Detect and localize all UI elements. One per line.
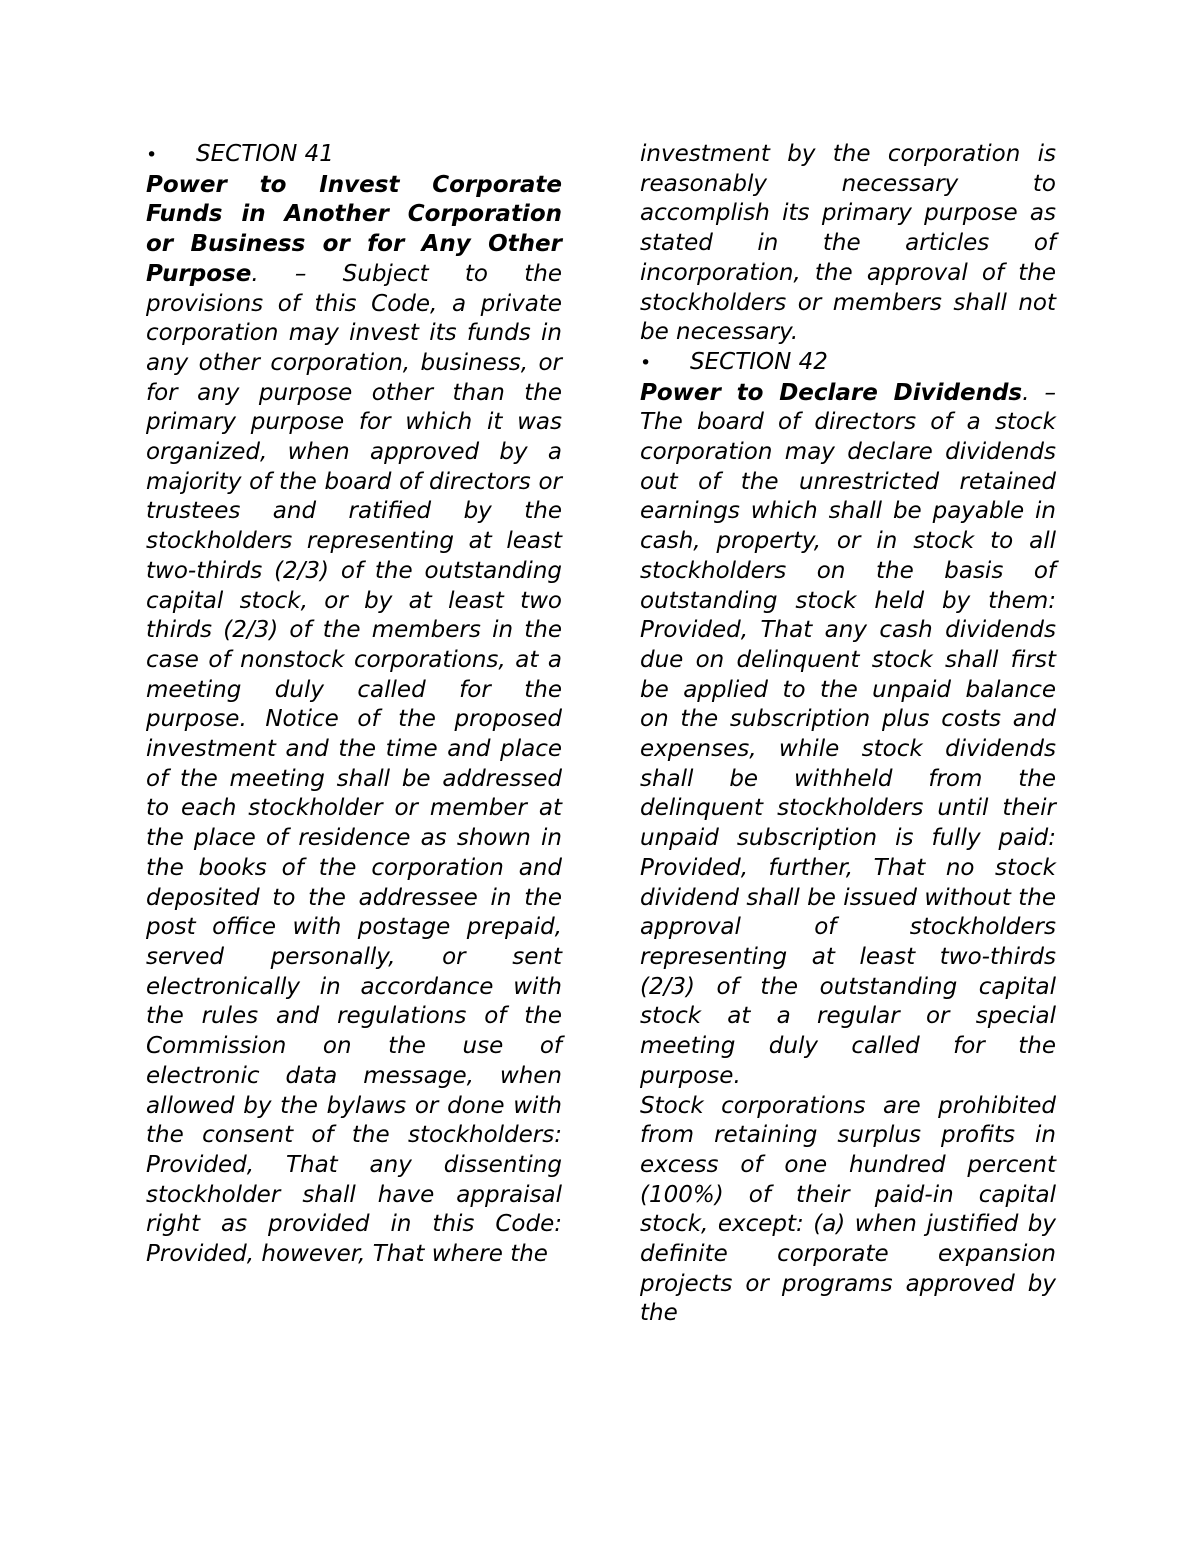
section-42-body: – The board of directors of a stock corporation may declare dividends out of the unrestricted retained earnings which shall be payable in cash, property, or in stock to all stockholders on the basis of outstanding stock held by them: Provided, That any cash dividends due on delinquent stock shall first be applied to the unpaid balance on the subscription plus costs and expenses, while stock dividends shall be withheld from the delinquent stockholders until their unpaid subscription is fully paid: Provided, further, That no stock dividend shall be issued without the approval of stockholders representing at least two-thirds (2/3) of the outstanding capital stock at a regular or special meeting duly called for the purpose. — [640, 379, 1057, 1089]
section-42-paragraph — [640, 379, 1056, 1092]
section-42-label: SECTION 42 — [690, 348, 828, 375]
section-42-paragraph-2: Stock corporations are prohibited from retaining surplus profits in excess of one hundred percent (100%) of their paid-in capital stock, except: (a) when justified by definite corporate expansion projects or programs approved by the — [640, 1092, 1056, 1327]
left-column — [146, 140, 562, 1270]
section-41-title-line — [146, 140, 562, 171]
section-41-label: SECTION 41 — [196, 141, 334, 167]
section-41-heading-end: . — [251, 260, 259, 287]
bullet-icon: • — [640, 351, 652, 374]
bullet-icon: • — [146, 144, 158, 166]
section-42-heading: Power to Declare Dividends — [640, 379, 1023, 406]
right-column — [640, 140, 1056, 1329]
section-42-title-line — [640, 348, 1056, 379]
section-41-heading: Power to Invest Corporate Funds in Another Corporation or Business or for Any Other Purpose — [146, 171, 562, 287]
section-42-heading-end: . — [1022, 379, 1030, 406]
section-41-body: – Subject to the provisions of this Code, a private corporation may invest its funds in any other corporation, business, or for any purpose other than the primary purpose for which it was organized, when approved by a majority of the board of directors or trustees and ratified by the stockholders representing at least two-thirds (2/3) of the outstanding capital stock, or by at least two thirds (2/3) of the members in the case of nonstock corporations, at a meeting duly called for the purpose. Notice of the proposed investment and the time and place of the meeting shall be addressed to each stockholder or member at the place of residence as shown in the books of the corporation and deposited to the addressee in the post office with postage prepaid, served personally, or sent electronically in accordance with the rules and regulations of the Commission on the use of electronic data message, when allowed by the bylaws or done with the consent of the stockholders: Provided, That any dissenting stockholder shall have appraisal right as provided in this Code: Provided, however, That where the — [146, 260, 562, 1268]
section-41-paragraph — [146, 171, 562, 1270]
section-41-continued-paragraph: investment by the corporation is reasonably necessary to accomplish its primary purpose as stated in the articles of incorporation, the approval of the stockholders or members shall not be necessary. — [640, 141, 1056, 346]
